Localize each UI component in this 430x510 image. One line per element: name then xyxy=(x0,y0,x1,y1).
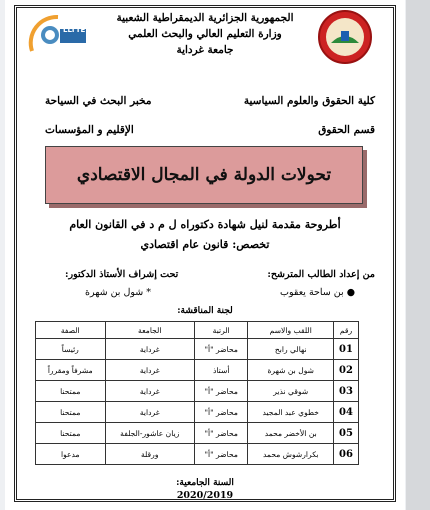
member-name: شوقي نذير xyxy=(248,381,334,402)
university-name: جامعة غرداية xyxy=(176,44,234,56)
member-rank: محاضر "أ" xyxy=(194,381,248,402)
lab-logo-text: LLTTE xyxy=(63,26,86,34)
member-university: غرداية xyxy=(105,360,194,381)
member-rank: محاضر "أ" xyxy=(194,444,248,465)
thesis-degree: أطروحة مقدمة لنيل شهادة دكتوراه ل م د في القانون العام xyxy=(69,218,341,231)
member-rank: محاضر "أ" xyxy=(194,339,248,360)
lab-subtitle: الإقليم و المؤسسات xyxy=(45,124,134,136)
student-name xyxy=(280,287,355,298)
member-name: بن الأخضر محمد xyxy=(248,423,334,444)
member-name: خطوي عبد المجيد xyxy=(248,402,334,423)
member-university: غرداية xyxy=(105,339,194,360)
thesis-title: تحولات الدولة في المجال الاقتصادي xyxy=(76,165,332,185)
header-university: الجامعة xyxy=(105,322,194,339)
member-role: مدعوا xyxy=(36,444,106,465)
member-name: نهالي رابح xyxy=(248,339,334,360)
row-number: 05 xyxy=(334,423,359,444)
table-row xyxy=(36,402,359,423)
bullet-icon: ● xyxy=(346,287,355,298)
country-name: الجمهورية الجزائرية الديمقراطية الشعبية xyxy=(116,12,294,24)
header-name: اللقب والاسم xyxy=(248,322,334,339)
row-number: 04 xyxy=(334,402,359,423)
supervisor-label: تحت إشراف الأستاذ الدكتور: xyxy=(65,269,179,280)
member-university: غرداية xyxy=(105,402,194,423)
member-rank: أستاذ xyxy=(194,360,248,381)
member-university: زيان عاشور-الجلفة xyxy=(105,423,194,444)
header-number: رقم xyxy=(334,322,359,339)
member-role: ممتحنا xyxy=(36,423,106,444)
member-role: ممتحنا xyxy=(36,381,106,402)
member-role: مشرفاً ومقرراً xyxy=(36,360,106,381)
ministry-name: وزارة التعليم العالي والبحث العلمي xyxy=(128,28,282,40)
student-label: من إعداد الطالب المترشح: xyxy=(267,269,375,280)
table-row xyxy=(36,444,359,465)
lab-name: مخبر البحث في السياحة xyxy=(45,95,152,107)
department-name: قسم الحقوق xyxy=(318,124,375,136)
thesis-specialty: تخصص: قانون عام اقتصادي xyxy=(140,238,270,251)
member-university: ورقلة xyxy=(105,444,194,465)
academic-year: 2020/2019 xyxy=(176,490,234,501)
member-rank: محاضر "أ" xyxy=(194,402,248,423)
table-row xyxy=(36,381,359,402)
row-number: 03 xyxy=(334,381,359,402)
member-role: رئيساً xyxy=(36,339,106,360)
committee-table xyxy=(35,321,359,465)
supervisor-name: * شول بن شهرة xyxy=(85,287,152,298)
member-university: غرداية xyxy=(105,381,194,402)
row-number: 06 xyxy=(334,444,359,465)
academic-year-label: السنة الجامعية: xyxy=(176,478,234,488)
table-row xyxy=(36,360,359,381)
committee-label: لجنة المناقشة: xyxy=(177,306,233,316)
row-number: 01 xyxy=(334,339,359,360)
faculty-name: كلية الحقوق والعلوم السياسية xyxy=(243,95,375,107)
header-rank: الرتبة xyxy=(194,322,248,339)
thesis-title-box xyxy=(45,146,363,204)
vertical-scrollbar[interactable] xyxy=(406,0,430,510)
table-header-row xyxy=(36,322,359,339)
header-role: الصفة xyxy=(36,322,106,339)
table-row xyxy=(36,339,359,360)
document-page xyxy=(5,0,405,510)
member-role: ممتحنا xyxy=(36,402,106,423)
member-rank: محاضر "أ" xyxy=(194,423,248,444)
table-row xyxy=(36,423,359,444)
member-name: شول بن شهرة xyxy=(248,360,334,381)
member-name: بكرارشوش محمد xyxy=(248,444,334,465)
student-name-text: بن ساحة يعقوب xyxy=(280,287,344,298)
row-number: 02 xyxy=(334,360,359,381)
